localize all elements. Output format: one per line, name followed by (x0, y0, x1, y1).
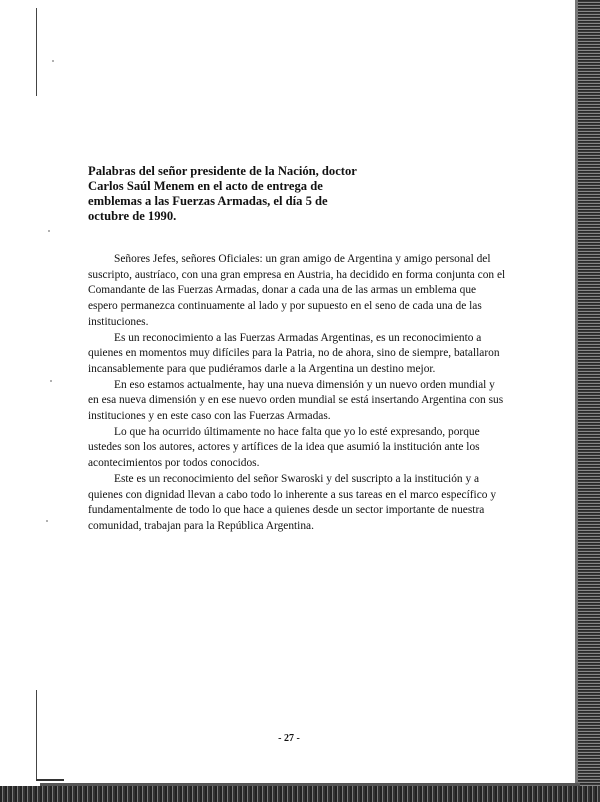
paragraph: En eso estamos actualmente, hay una nueva dimensión y un nuevo orden mundial y en esa nueva dimensión y en ese nuevo orden mundial se está insertando Argentina con sus instituciones y en este caso con las Fuerzas Armadas. (88, 378, 504, 423)
paragraph: Señores Jefes, señores Oficiales: un gran amigo de Argentina y amigo personal del suscripto, austríaco, con una gran empresa en Austria, ha decidido en forma conjunta con el Comandante de las Fuerzas Armadas, donar a cada una de las armas un emblema que espero permanezca continuamente al lado y por supuesto en el seno de cada una de las instituciones. (88, 253, 506, 328)
scan-edge-bottom (0, 786, 600, 802)
paragraph: Este es un reconocimiento del señor Swaroski y del suscripto a la institución y a quienes con dignidad llevan a cabo todo lo inherente a sus tareas en el marco específico y fundamentalmente de todo lo que hace a quienes desde un sector importante de nuestra comunidad, trabajan para la República Argentina. (88, 472, 497, 532)
scan-edge-right-shadow (575, 0, 578, 802)
scan-edge-left-top (36, 8, 37, 96)
scan-speck (50, 380, 52, 382)
scan-speck (46, 520, 48, 522)
scan-speck (48, 230, 50, 232)
scan-edge-left-foot (36, 779, 64, 781)
paragraph: Lo que ha ocurrido últimamente no hace falta que yo lo esté expresando, porque ustedes son los autores, actores y artífices de la idea que asumió la institución ante los acontecimientos por todos conocidos. (88, 425, 480, 470)
page-number: - 27 - (278, 733, 300, 744)
document-title: Palabras del señor presidente de la Nación, doctor Carlos Saúl Menem en el acto de entrega de emblemas a las Fuerzas Armadas, el día 5 de octubre de 1990. (88, 164, 357, 223)
document-body (88, 164, 508, 535)
scan-edge-right (578, 0, 600, 802)
scan-edge-bottom-shadow (40, 783, 580, 786)
scan-speck (52, 60, 54, 62)
paragraph: Es un reconocimiento a las Fuerzas Armadas Argentinas, es un reconocimiento a quienes en momentos muy difíciles para la Patria, no de ahora, sino de siempre, batallaron incansablemente para que pudiéramos darle a la Argentina un destino mejor. (88, 331, 500, 375)
